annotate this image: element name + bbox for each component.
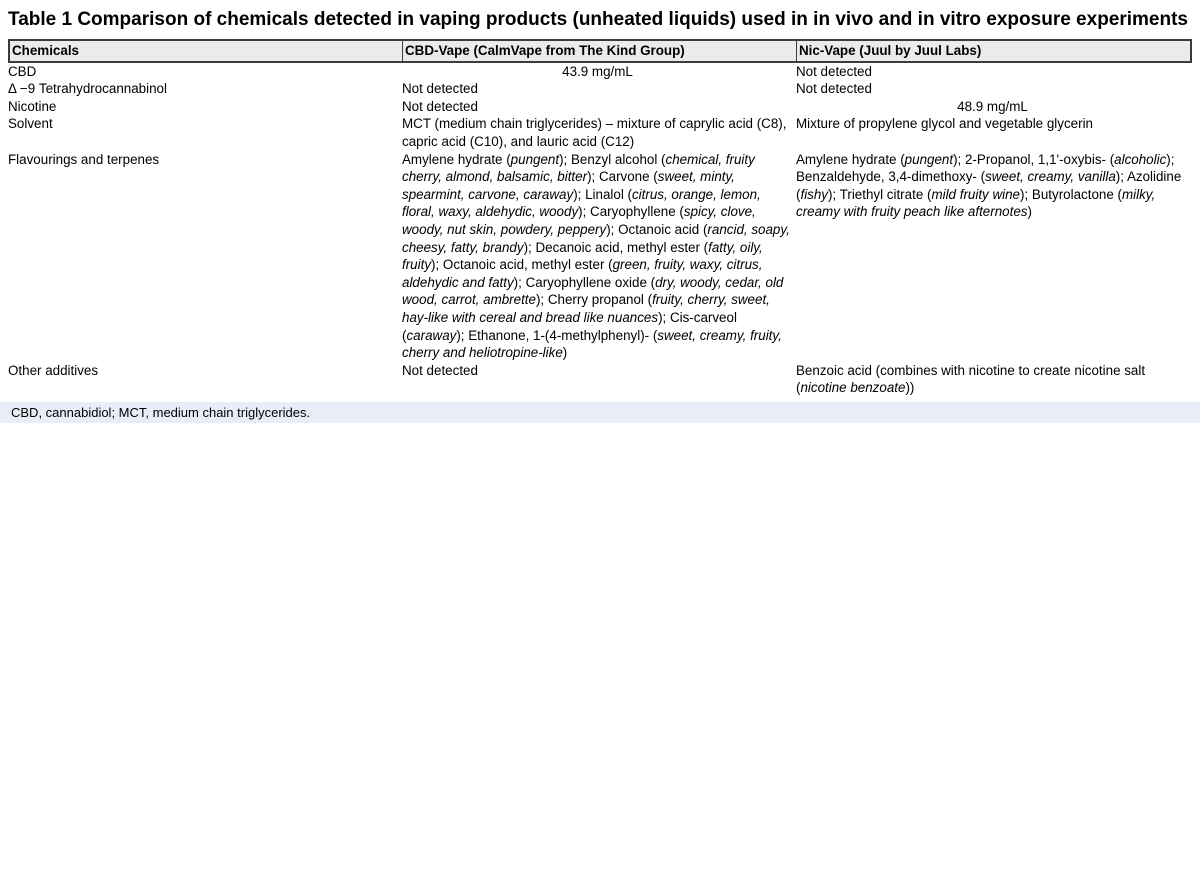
table-row <box>8 362 1192 397</box>
table-footnote: CBD, cannabidiol; MCT, medium chain triglycerides. <box>0 402 1200 423</box>
chemical-name-cell: Δ −9 Tetrahydrocannabinol <box>8 81 167 97</box>
table-row <box>8 80 1192 98</box>
nic-vape-value-cell: Mixture of propylene glycol and vegetable glycerin <box>796 116 1093 132</box>
comparison-table <box>8 39 1192 397</box>
cbd-vape-value-cell: Not detected <box>402 81 478 97</box>
chemical-name-cell: Solvent <box>8 116 53 132</box>
column-header-nic-vape: Nic-Vape (Juul by Juul Labs) <box>796 41 1190 61</box>
nic-vape-value-cell: 48.9 mg/mL <box>957 98 1028 114</box>
table-row <box>8 98 1192 116</box>
nic-vape-value-cell: Benzoic acid (combines with nicotine to create nicotine salt (nicotine benzoate)) <box>796 362 1146 396</box>
cbd-vape-value-cell: Not detected <box>402 362 478 378</box>
table-row <box>8 151 1192 362</box>
cbd-vape-value-cell: 43.9 mg/mL <box>562 63 633 79</box>
cbd-vape-value-cell: MCT (medium chain triglycerides) – mixture of caprylic acid (C8), capric acid (C10), and lauric acid (C12) <box>402 116 787 149</box>
column-header-chemicals: Chemicals <box>12 43 79 58</box>
chemical-name-cell: Other additives <box>8 362 99 378</box>
chemical-name-cell: Nicotine <box>8 98 57 114</box>
header-row <box>8 39 1192 63</box>
chemical-name-cell: CBD <box>8 63 37 79</box>
cbd-vape-value-cell: Amylene hydrate (pungent); Benzyl alcohol (chemical, fruity cherry, almond, balsamic, bitter); Carvone (sweet, minty, spearmint, carvone, caraway); Linalol (citrus, orange, lemon, floral, waxy, aldehydic, woody); Caryophyllene (spicy, clove, woody, nut skin, powdery, peppery); Octanoic acid (rancid, soapy, cheesy, fatty, brandy); Decanoic acid, methyl ester (fatty, oily, fruity); Octanoic acid, methyl ester (green, fruity, waxy, citrus, aldehydic and fatty); Caryophyllene oxide (dry, woody, cedar, old wood, carrot, ambrette); Cherry propanol (fruity, cherry, sweet, hay-like with cereal and bread like nuances); Cis-carveol (caraway); Ethanone, 1-(4-methylphenyl)- (sweet, creamy, fruity, cherry and heliotropine-like) <box>402 151 790 361</box>
nic-vape-value-cell: Not detected <box>796 63 872 79</box>
column-header-cbd-vape: CBD-Vape (CalmVape from The Kind Group) <box>402 41 796 61</box>
table-row <box>8 115 1192 150</box>
nic-vape-value-cell: Amylene hydrate (pungent); 2-Propanol, 1,1'-oxybis- (alcoholic); Benzaldehyde, 3,4-dimethoxy- (sweet, creamy, vanilla); Azolidine (fishy); Triethyl citrate (mild fruity wine); Butyrolactone (milky, creamy with fruity peach like afternotes) <box>796 151 1182 220</box>
cbd-vape-value-cell: Not detected <box>402 98 478 114</box>
table-row <box>8 63 1192 81</box>
table-title: Table 1 Comparison of chemicals detected in vaping products (unheated liquids) used in in vivo and in vitro exposure experiments <box>8 9 1188 30</box>
chemical-name-cell: Flavourings and terpenes <box>8 151 160 167</box>
nic-vape-value-cell: Not detected <box>796 81 872 97</box>
